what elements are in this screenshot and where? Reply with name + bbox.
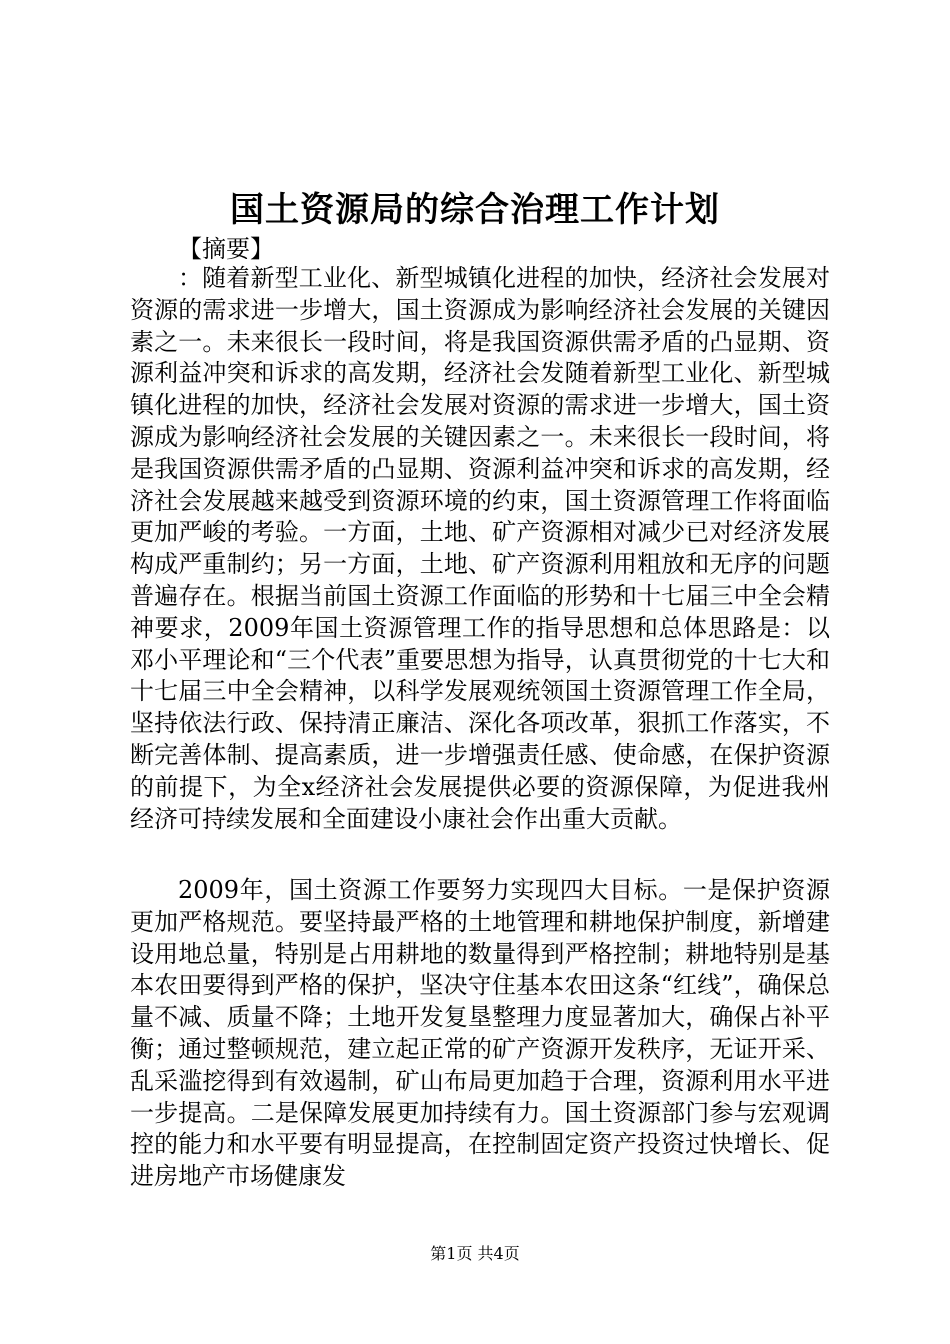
page-number-footer: 第1页 共4页 xyxy=(430,1244,520,1263)
body-paragraph: 2009年，国土资源工作要努力实现四大目标。一是保护资源更加严格规范。要坚持最严格的土地管理和耕地保护制度，新增建设用地总量，特别是占用耕地的数量得到严格控制；耕地特别是基本农田要得到严格的保护，坚决守住基本农田这条“红线”，确保总量不减、质量不降；土地开发复垦整理力度显著加大，确保占补平衡；通过整顿规范，建立起正常的矿产资源开发秩序，无证开采、乱采滥挖得到有效遏制，矿山布局更加趋于合理，资源利用水平进一步提高。二是保障发展更加持续有力。国土资源部门参与宏观调控的能力和水平要有明显提高，在控制固定资产投资过快增长、促进房地产市场健康发 xyxy=(130,876,830,1191)
abstract-label: 【摘要】 xyxy=(178,235,274,263)
document-title: 国土资源局的综合治理工作计划 xyxy=(230,190,720,230)
abstract-paragraph: ：随着新型工业化、新型城镇化进程的加快，经济社会发展对资源的需求进一步增大，国土资源成为影响经济社会发展的关键因素之一。未来很长一段时间，将是我国资源供需矛盾的凸显期、资源利益冲突和诉求的高发期，经济社会发随着新型工业化、新型城镇化进程的加快，经济社会发展对资源的需求进一步增大，国土资源成为影响经济社会发展的关键因素之一。未来很长一段时间，将是我国资源供需矛盾的凸显期、资源利益冲突和诉求的高发期，经济社会发展越来越受到资源环境的约束，国土资源管理工作将面临更加严峻的考验。一方面，土地、矿产资源相对减少已对经济发展构成严重制约；另一方面，土地、矿产资源利用粗放和无序的问题普遍存在。根据当前国土资源工作面临的形势和十七届三中全会精神要求，2009年国土资源管理工作的指导思想和总体思路是：以邓小平理论和“三个代表”重要思想为指导，认真贯彻党的十七大和十七届三中全会精神，以科学发展观统领国土资源管理工作全局，坚持依法行政、保持清正廉洁、深化各项改革，狠抓工作落实，不断完善体制、提高素质，进一步增强责任感、使命感，在保护资源的前提下，为全x经济社会发展提供必要的资源保障，为促进我州经济可持续发展和全面建设小康社会作出重大贡献。 xyxy=(130,264,830,833)
